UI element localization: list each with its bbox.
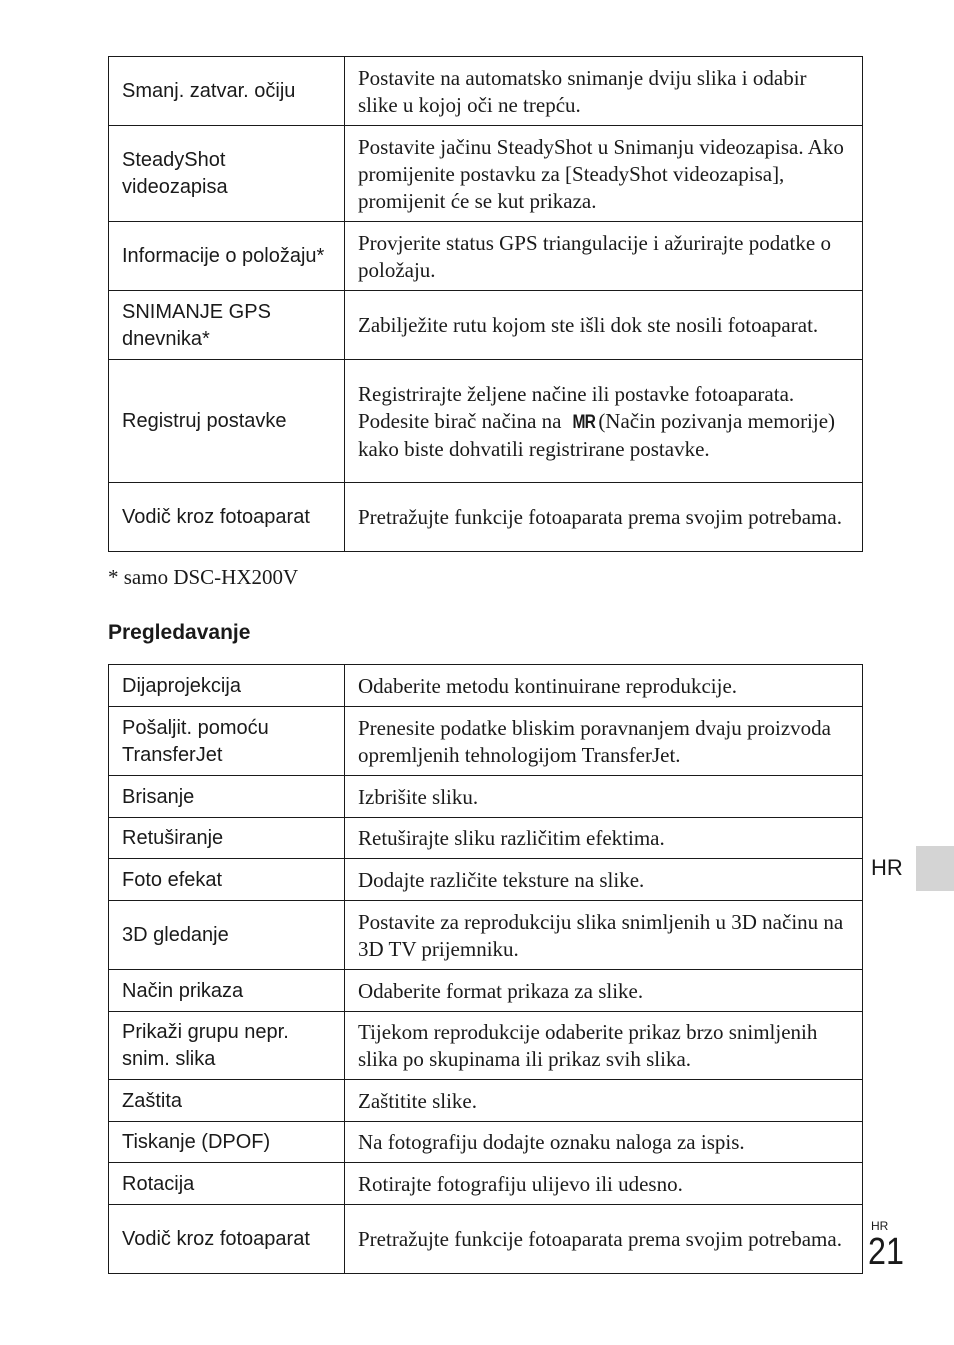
- setting-name: Dijaprojekcija: [109, 665, 345, 707]
- setting-description: [345, 360, 863, 483]
- table-row: [109, 291, 863, 360]
- setting-description: Postavite jačinu SteadyShot u Snimanju videozapisa. Ako promijenite postavku za [SteadyShot videozapisa], promijenit će se kut prikaza.: [345, 126, 863, 222]
- setting-name: Prikaži grupu nepr. snim. slika: [109, 1012, 345, 1080]
- setting-name: Foto efekat: [109, 859, 345, 901]
- table-row: [109, 818, 863, 859]
- table-row: [109, 360, 863, 483]
- setting-description: Izbrišite sliku.: [345, 776, 863, 818]
- setting-name: Brisanje: [109, 776, 345, 818]
- setting-name: Rotacija: [109, 1163, 345, 1205]
- language-side-tab: [916, 846, 954, 891]
- table-row: [109, 859, 863, 901]
- setting-name: Informacije o položaju*: [109, 222, 345, 291]
- setting-description: Pretražujte funkcije fotoaparata prema svojim potrebama.: [345, 483, 863, 552]
- mr-memory-recall-icon: MR: [572, 411, 595, 433]
- setting-description: Zaštitite slike.: [345, 1080, 863, 1122]
- setting-description: Odaberite metodu kontinuirane reprodukcije.: [345, 665, 863, 707]
- language-label: HR: [871, 855, 903, 880]
- setting-description: Pretražujte funkcije fotoaparata prema svojim potrebama.: [345, 1205, 863, 1274]
- table-row: [109, 126, 863, 222]
- table-row: [109, 1012, 863, 1080]
- section-heading: Pregledavanje: [108, 621, 251, 644]
- shooting-settings-table: [108, 56, 863, 552]
- table-row: [109, 707, 863, 776]
- table-row: [109, 57, 863, 126]
- setting-name: Zaštita: [109, 1080, 345, 1122]
- table-row: [109, 901, 863, 970]
- setting-description: Dodajte različite teksture na slike.: [345, 859, 863, 901]
- setting-name: SteadyShot videozapisa: [109, 126, 345, 222]
- setting-name: Vodič kroz fotoaparat: [109, 483, 345, 552]
- table-row: [109, 222, 863, 291]
- page-number: 21: [868, 1231, 904, 1273]
- setting-name: Smanj. zatvar. očiju: [109, 57, 345, 126]
- setting-description: Na fotografiju dodajte oznaku naloga za ispis.: [345, 1122, 863, 1163]
- table-row: [109, 665, 863, 707]
- setting-name: Registruj postavke: [109, 360, 345, 483]
- setting-description: Retuširajte sliku različitim efektima.: [345, 818, 863, 859]
- desc-text-after: (Način pozivanja memorije) kako biste dohvatili registrirane postavke.: [358, 408, 836, 461]
- setting-name: Način prikaza: [109, 970, 345, 1012]
- table-row: [109, 1122, 863, 1163]
- setting-description: Rotirajte fotografiju ulijevo ili udesno.: [345, 1163, 863, 1205]
- setting-name: Tiskanje (DPOF): [109, 1122, 345, 1163]
- table-row: [109, 1080, 863, 1122]
- table-row: [109, 1163, 863, 1205]
- footnote: * samo DSC-HX200V: [108, 565, 299, 589]
- setting-description: Odaberite format prikaza za slike.: [345, 970, 863, 1012]
- setting-description: Postavite na automatsko snimanje dviju slika i odabir slike u kojoj oči ne trepću.: [345, 57, 863, 126]
- setting-description: Postavite za reprodukciju slika snimljenih u 3D načinu na 3D TV prijemniku.: [345, 901, 863, 970]
- setting-description: Tijekom reprodukcije odaberite prikaz brzo snimljenih slika po skupinama ili prikaz svih slika.: [345, 1012, 863, 1080]
- setting-name: 3D gledanje: [109, 901, 345, 970]
- table-row: [109, 483, 863, 552]
- setting-description: Provjerite status GPS triangulacije i ažurirajte podatke o položaju.: [345, 222, 863, 291]
- setting-name: SNIMANJE GPS dnevnika*: [109, 291, 345, 360]
- setting-description: Prenesite podatke bliskim poravnanjem dvaju proizvoda opremljenih tehnologijom TransferJet.: [345, 707, 863, 776]
- playback-settings-table: [108, 664, 863, 1274]
- table-row: [109, 776, 863, 818]
- setting-description: Zabilježite rutu kojom ste išli dok ste nosili fotoaparat.: [345, 291, 863, 360]
- table-row: [109, 1205, 863, 1274]
- setting-name: Retuširanje: [109, 818, 345, 859]
- page-language-code: HR: [871, 1219, 889, 1233]
- setting-name: Pošaljit. pomoću TransferJet: [109, 707, 345, 776]
- desc-text-before: Registrirajte željene načine ili postavke fotoaparata. Podesite birač načina na: [358, 381, 795, 433]
- table-row: [109, 970, 863, 1012]
- setting-name: Vodič kroz fotoaparat: [109, 1205, 345, 1274]
